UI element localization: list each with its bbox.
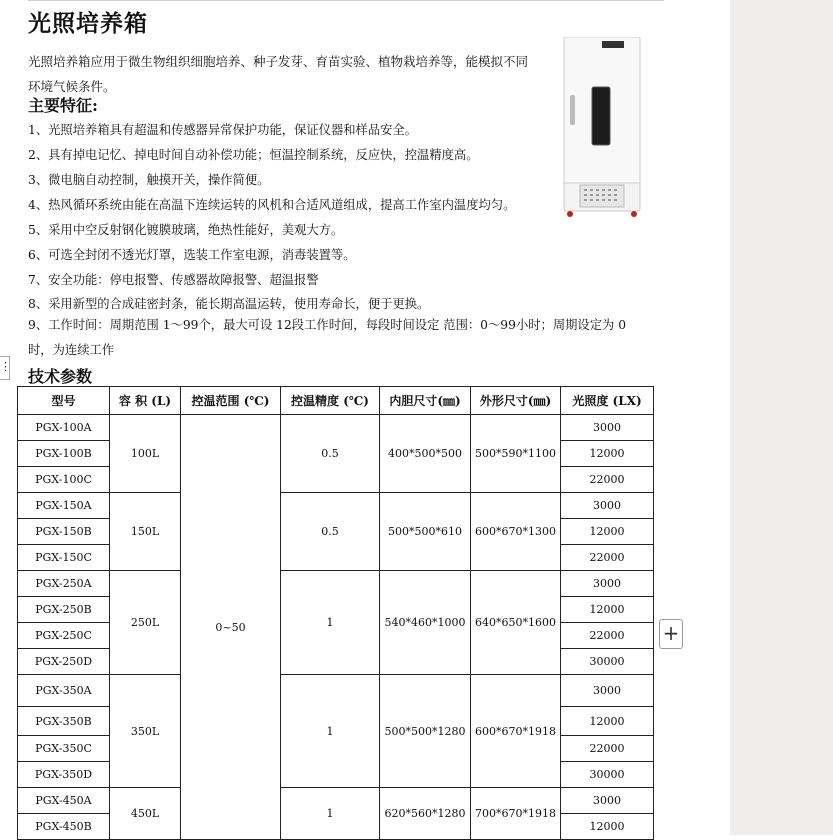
lux-cell: 12000 <box>561 597 654 623</box>
lux-cell: 30000 <box>561 762 654 788</box>
incubator-image <box>562 37 642 219</box>
feature-item: 1、光照培养箱具有超温和传感器异常保护功能，保证仪器和样品安全。 <box>28 123 418 137</box>
feature-item: 5、采用中空反射钢化镀膜玻璃，绝热性能好，美观大方。 <box>28 223 344 237</box>
volume-cell: 250L <box>110 571 181 675</box>
lux-cell: 12000 <box>561 519 654 545</box>
lux-cell: 12000 <box>561 441 654 467</box>
outer-size-cell: 640*650*1600 <box>471 571 561 675</box>
lux-cell: 12000 <box>561 814 654 840</box>
precision-cell: 1 <box>281 675 380 788</box>
column-header: 容 积 (L) <box>110 387 181 415</box>
outer-size-cell: 600*670*1300 <box>471 493 561 571</box>
model-cell: PGX-250B <box>18 597 110 623</box>
outer-size-cell: 600*670*1918 <box>471 675 561 788</box>
table-header-row <box>18 387 654 415</box>
model-cell: PGX-150A <box>18 493 110 519</box>
lux-cell: 22000 <box>561 623 654 649</box>
column-header: 控温精度 (℃) <box>281 387 380 415</box>
model-cell: PGX-450A <box>18 788 110 814</box>
table-row <box>18 675 654 707</box>
feature-item: 7、安全功能：停电报警、传感器故障报警、超温报警 <box>28 273 319 287</box>
feature-item: 2、具有掉电记忆、掉电时间自动补偿功能；恒温控制系统，反应快，控温精度高。 <box>28 148 479 162</box>
features-heading: 主要特征: <box>28 96 98 115</box>
outer-size-cell: 500*590*1100 <box>471 415 561 493</box>
side-pane <box>730 0 833 835</box>
feature-item: 3、微电脑自动控制，触摸开关，操作简便。 <box>28 173 270 187</box>
model-cell: PGX-150B <box>18 519 110 545</box>
volume-cell: 100L <box>110 415 181 493</box>
model-cell: PGX-100A <box>18 415 110 441</box>
model-cell: PGX-350D <box>18 762 110 788</box>
precision-cell: 1 <box>281 571 380 675</box>
lux-cell: 22000 <box>561 467 654 493</box>
inner-size-cell: 500*500*1280 <box>380 675 471 788</box>
model-cell: PGX-350A <box>18 675 110 707</box>
model-cell: PGX-350B <box>18 707 110 736</box>
volume-cell: 450L <box>110 788 181 840</box>
specs-heading: 技术参数 <box>28 367 93 386</box>
table-row <box>18 493 654 519</box>
table-row <box>18 415 654 441</box>
volume-cell: 350L <box>110 675 181 788</box>
model-cell: PGX-350C <box>18 736 110 762</box>
precision-cell: 0.5 <box>281 493 380 571</box>
page-title: 光照培养箱 <box>28 10 148 37</box>
model-cell: PGX-250A <box>18 571 110 597</box>
model-cell: PGX-250C <box>18 623 110 649</box>
model-cell: PGX-450B <box>18 814 110 840</box>
feature-item: 4、热风循环系统由能在高温下连续运转的风机和合适风道组成，提高工作室内温度均匀。 <box>28 198 516 212</box>
range-cell: 0~50 <box>181 415 281 840</box>
model-cell: PGX-100B <box>18 441 110 467</box>
inner-size-cell: 540*460*1000 <box>380 571 471 675</box>
inner-size-cell: 400*500*500 <box>380 415 471 493</box>
lux-cell: 30000 <box>561 649 654 675</box>
precision-cell: 0.5 <box>281 415 380 493</box>
feature-item: 8、采用新型的合成硅密封条，能长期高温运转，使用寿命长，便于更换。 <box>28 297 430 311</box>
model-cell: PGX-100C <box>18 467 110 493</box>
table-row <box>18 788 654 814</box>
feature-item: 9、工作时间：周期范围 1～99个，最大可设 12段工作时间，每段时间设定 范围：0～99小时；周期设定为 0时，为连续工作 <box>28 318 627 357</box>
column-header: 外形尺寸(㎜) <box>471 387 561 415</box>
column-header: 光照度 (LX) <box>561 387 654 415</box>
column-header: 控温范围 (℃) <box>181 387 281 415</box>
model-cell: PGX-150C <box>18 545 110 571</box>
plus-icon[interactable]: + <box>659 619 683 649</box>
intro-text: 光照培养箱应用于微生物组织细胞培养、种子发芽、育苗实验、植物栽培养等，能模拟不同环境气候条件。 <box>28 54 529 94</box>
top-divider <box>28 0 664 1</box>
lux-cell: 3000 <box>561 415 654 441</box>
column-header: 内胆尺寸(㎜) <box>380 387 471 415</box>
inner-size-cell: 620*560*1280 <box>380 788 471 840</box>
precision-cell: 1 <box>281 788 380 840</box>
column-header: 型号 <box>18 387 110 415</box>
lux-cell: 3000 <box>561 788 654 814</box>
model-cell: PGX-250D <box>18 649 110 675</box>
lux-cell: 22000 <box>561 736 654 762</box>
lux-cell: 22000 <box>561 545 654 571</box>
inner-size-cell: 500*500*610 <box>380 493 471 571</box>
lux-cell: 3000 <box>561 493 654 519</box>
lux-cell: 3000 <box>561 675 654 707</box>
grip-icon[interactable]: ⋮ <box>0 356 10 380</box>
lux-cell: 12000 <box>561 707 654 736</box>
lux-cell: 3000 <box>561 571 654 597</box>
outer-size-cell: 700*670*1918 <box>471 788 561 840</box>
feature-item: 6、可选全封闭不透光灯罩，选装工作室电源，消毒装置等。 <box>28 248 356 262</box>
volume-cell: 150L <box>110 493 181 571</box>
specs-table <box>17 386 654 840</box>
table-row <box>18 571 654 597</box>
